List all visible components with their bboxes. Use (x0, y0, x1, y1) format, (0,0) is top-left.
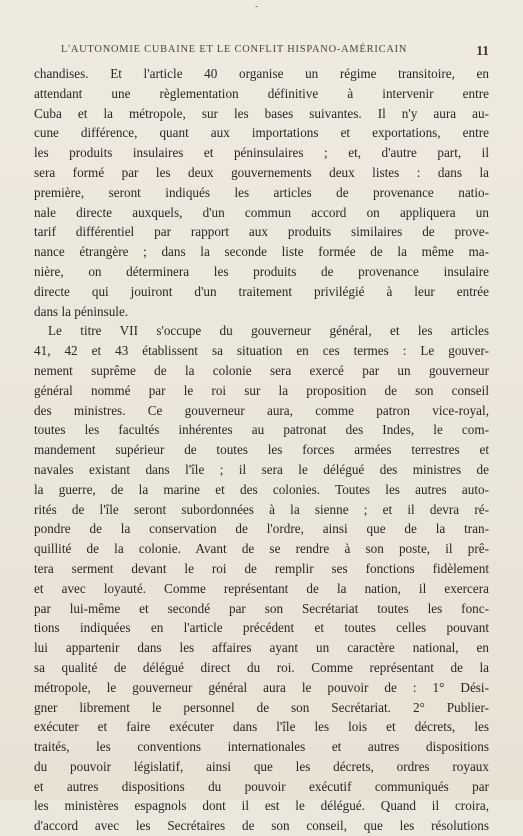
text-line: sera formé par les deux gouvernements deux listes : dans la (34, 164, 489, 180)
running-title: L'AUTONOMIE CUBAINE ET LE CONFLIT HISPANO-AMÉRICAIN (61, 44, 408, 55)
text-line: tions indiquées en l'article précédent et toutes celles pouvant (34, 620, 489, 636)
text-line: du pouvoir législatif, ainsi que les décrets, ordres royaux (34, 758, 489, 774)
text-line: toutes les facultés inhérentes au patronat des Indes, le com- (34, 422, 489, 438)
text-line: directe qui jouiront d'un traitement privilégié à leur entrée (34, 283, 489, 299)
text-line: nance étrangère ; dans la seconde liste formée de la même ma- (34, 244, 489, 260)
text-line: mandement supérieur de toutes les forces armées terrestres et (34, 442, 489, 458)
text-line: tera serment devant le roi de remplir ses fonctions fidèlement (34, 560, 489, 576)
text-line: nement suprême de la colonie sera exercé par un gouverneur (34, 362, 489, 378)
text-line: cune différence, quant aux importations et exportations, entre (34, 125, 489, 141)
text-line: Cuba et la métropole, sur les bases suivantes. Il n'y aura au- (34, 105, 489, 121)
text-line: chandises. Et l'article 40 organise un régime transitoire, en (34, 66, 489, 81)
paragraph-start-line: Le titre VII s'occupe du gouverneur général, et les articles (48, 323, 489, 339)
text-line: traités, les conventions internationales et autres dispositions (34, 739, 489, 755)
text-line: tarif différentiel par rapport aux produits similaires de prove- (34, 224, 489, 240)
text-line: rités de l'île seront subordonnées à la sienne ; et il devra ré- (34, 501, 489, 517)
text-line: et avec loyauté. Comme représentant de la nation, il exercera (34, 580, 489, 596)
text-line: sa qualité de délégué direct du roi. Comme représentant de la (34, 659, 489, 675)
text-line: lui appartenir dans les affaires ayant un caractère national, en (34, 640, 489, 656)
text-line: gner librement le personnel de son Secrétariat. 2° Publier- (34, 699, 489, 715)
text-line: les produits insulaires et péninsulaires ; et, d'autre part, il (34, 145, 489, 161)
text-line: nale directe auxquels, d'un commun accord on appliquera un (34, 204, 489, 220)
text-line: par lui-même et secondé par son Secrétariat toutes les fonc- (34, 600, 489, 616)
text-line: métropole, le gouverneur général aura le pouvoir de : 1° Dési- (34, 679, 489, 695)
text-line: exécuter et faire exécuter dans l'île les lois et décrets, les (34, 719, 489, 735)
page-number: 11 (476, 43, 489, 58)
text-line: quillité de la colonie. Avant de se rendre à son poste, il prê- (34, 541, 489, 557)
text-line: première, seront indiqués les articles de provenance natio- (34, 184, 489, 200)
top-mark: - (255, 1, 259, 12)
text-line: navales existant dans l'île ; il sera le délégué des ministres de (34, 461, 489, 477)
text-line: et autres dispositions du pouvoir exécutif communiqués par (34, 778, 489, 794)
running-header (34, 44, 489, 60)
text-line: nière, on déterminera les produits de provenance insulaire (34, 263, 489, 279)
body-text (34, 64, 489, 836)
text-line: général nommé par le roi sur la proposition de son conseil (34, 382, 489, 398)
text-line: 41, 42 et 43 établissent sa situation en ces termes : Le gouver- (34, 343, 489, 359)
text-line: pondre de la conservation de l'ordre, ainsi que de la tran- (34, 521, 489, 537)
text-line: les ministères espagnols dont il est le délégué. Quand il croira, (34, 798, 489, 814)
text-line: d'accord avec les Secrétaires de son conseil, que les résolutions (34, 818, 489, 834)
text-line: attendant une règlementation définitive à intervenir entre (34, 85, 489, 101)
text-line: des ministres. Ce gouverneur aura, comme patron vice-royal, (34, 402, 489, 418)
paragraph-end-line: dans la péninsule. (34, 303, 129, 319)
text-line: la guerre, de la marine et des colonies. Toutes les autres auto- (34, 481, 489, 497)
